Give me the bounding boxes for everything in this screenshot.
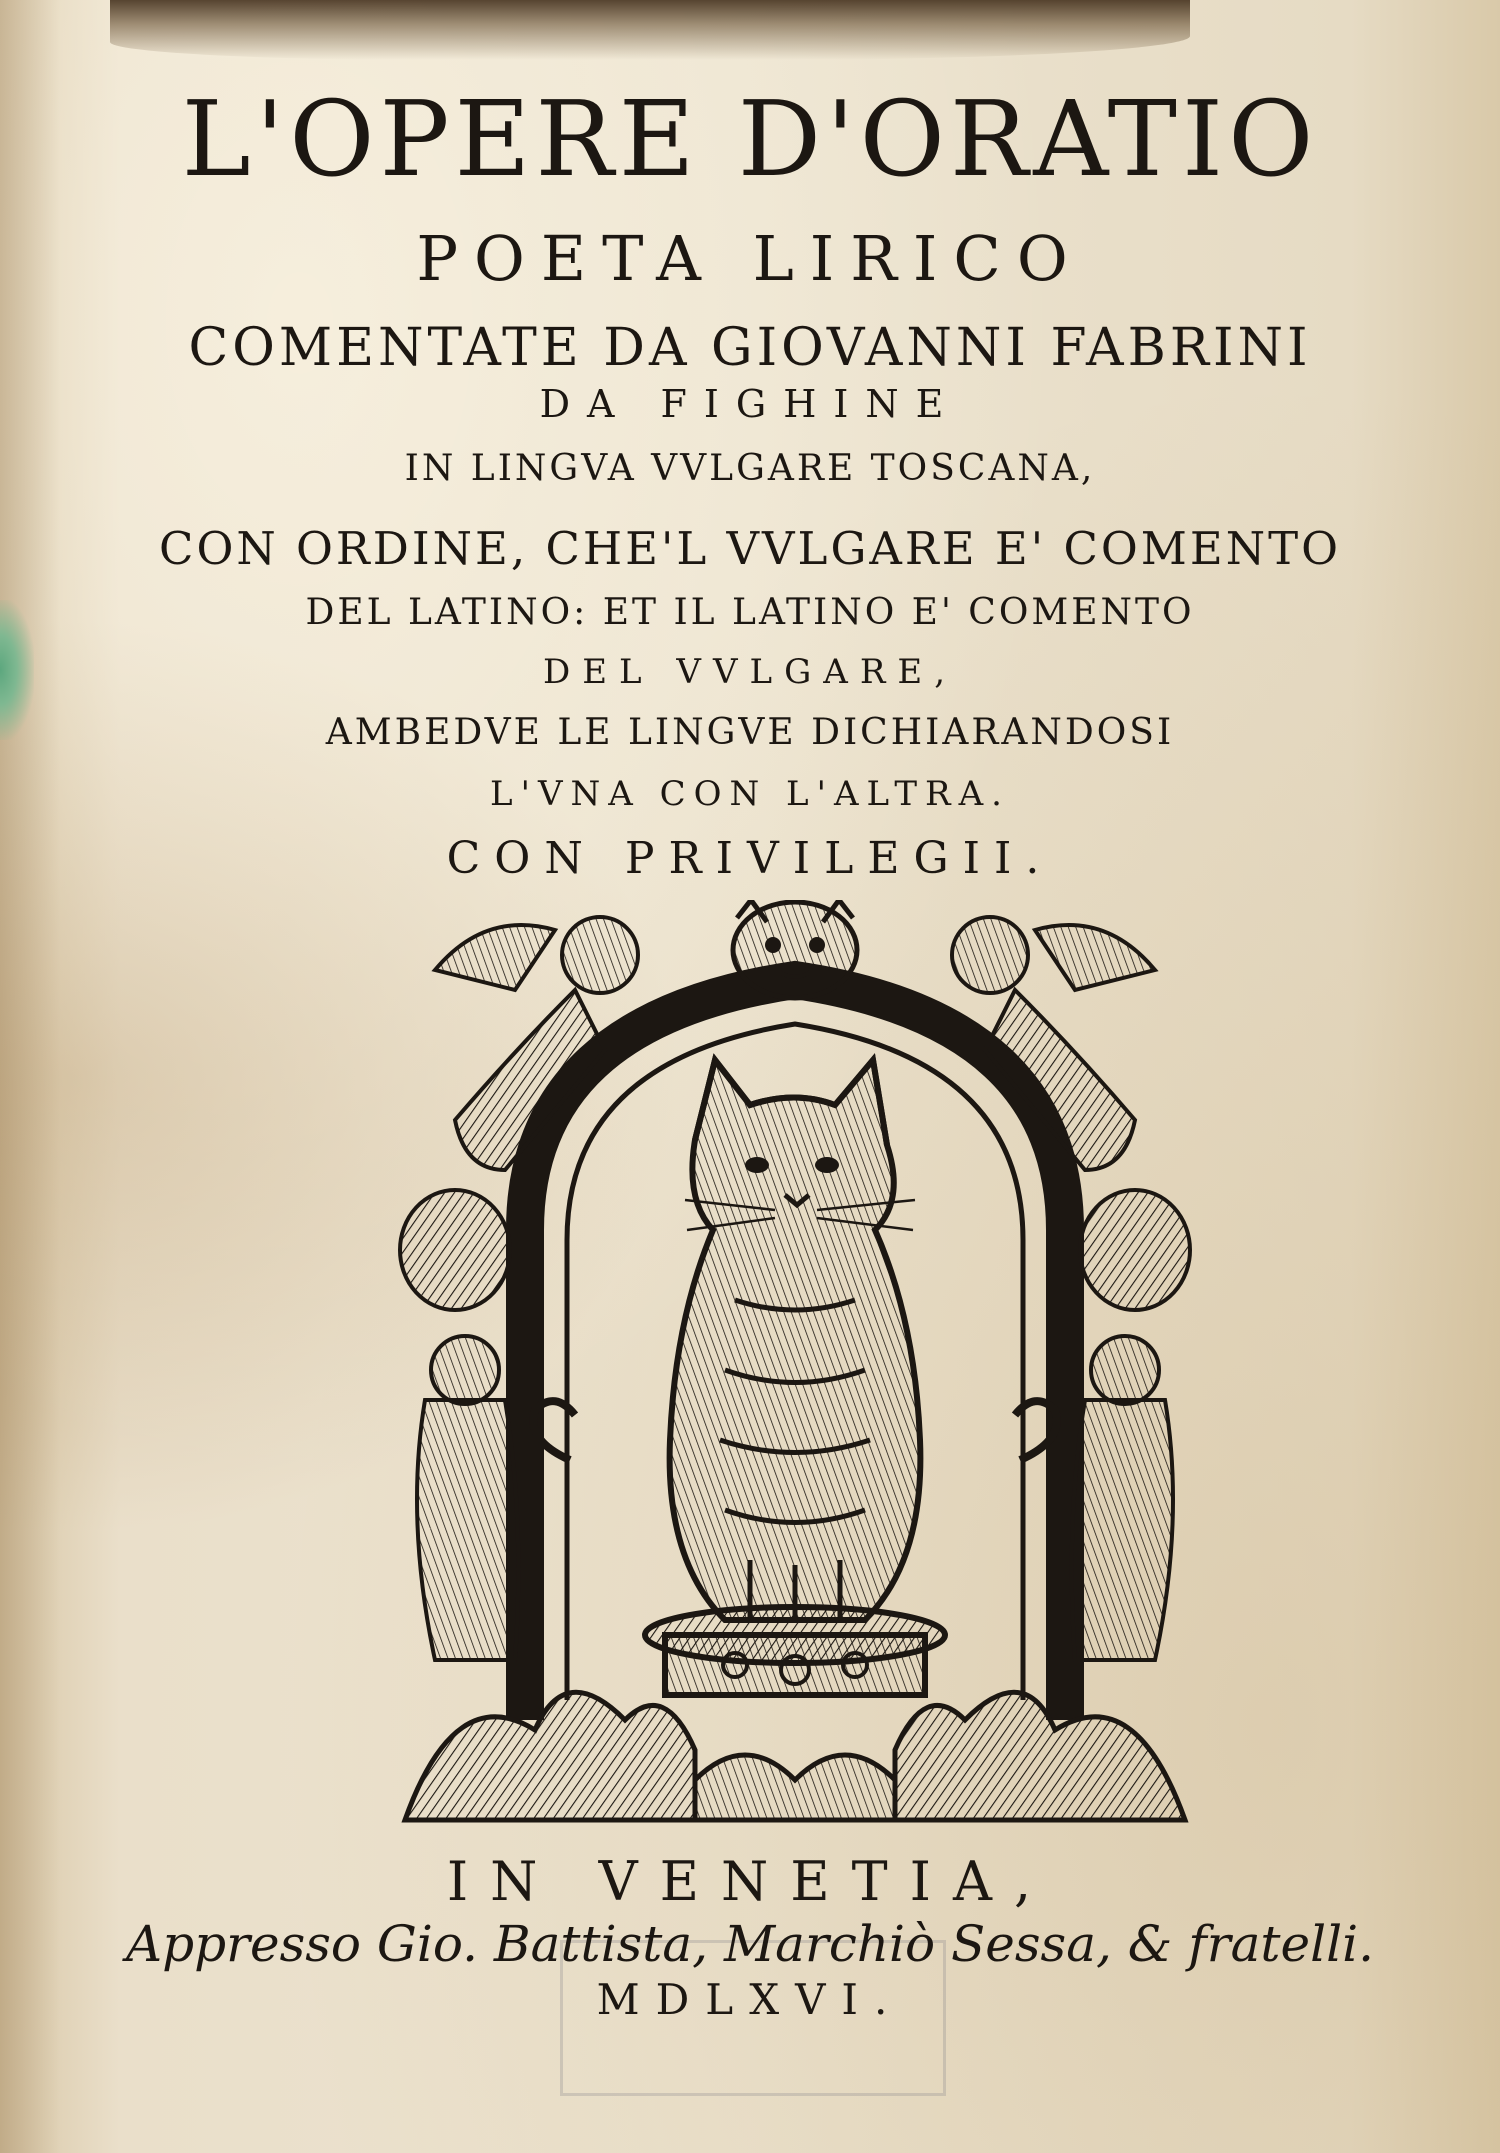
language-line: IN LINGVA VVLGARE TOSCANA, (404, 448, 1096, 489)
privilege-line: CON PRIVILEGII. (446, 833, 1054, 884)
imprint-place: IN VENETIA, (446, 1850, 1054, 1913)
mask-ornament (733, 900, 857, 998)
cat-figure (670, 1060, 921, 1620)
description-line-4: AMBEDVE LE LINGVE DICHIARANDOSI (325, 712, 1175, 753)
commentator-line: COMENTATE DA GIOVANNI FABRINI (188, 318, 1312, 378)
subtitle-line: POETA LIRICO (416, 222, 1084, 295)
cat-woodcut-illustration (395, 900, 1195, 1830)
description-line-3: DEL VVLGARE, (542, 652, 958, 692)
description-line-2: DEL LATINO: ET IL LATINO E' COMENTO (305, 592, 1195, 633)
description-line-5: L'VNA CON L'ALTRA. (490, 774, 1010, 814)
caryatid-right (1072, 1190, 1190, 1660)
imprint-printer: Appresso Gio. Battista, Marchiò Sessa, & fratelli. (126, 1915, 1374, 1973)
title-line: L'OPERE D'ORATIO (181, 78, 1319, 200)
pedestal (645, 1607, 945, 1695)
caryatid-left (400, 1190, 518, 1660)
description-line-1: CON ORDINE, CHE'L VVLGARE E' COMENTO (159, 522, 1341, 575)
imprint-year: MDLXVI. (596, 1975, 904, 2024)
ink-stain-top (110, 0, 1190, 60)
origin-line: DA FIGHINE (539, 382, 961, 426)
